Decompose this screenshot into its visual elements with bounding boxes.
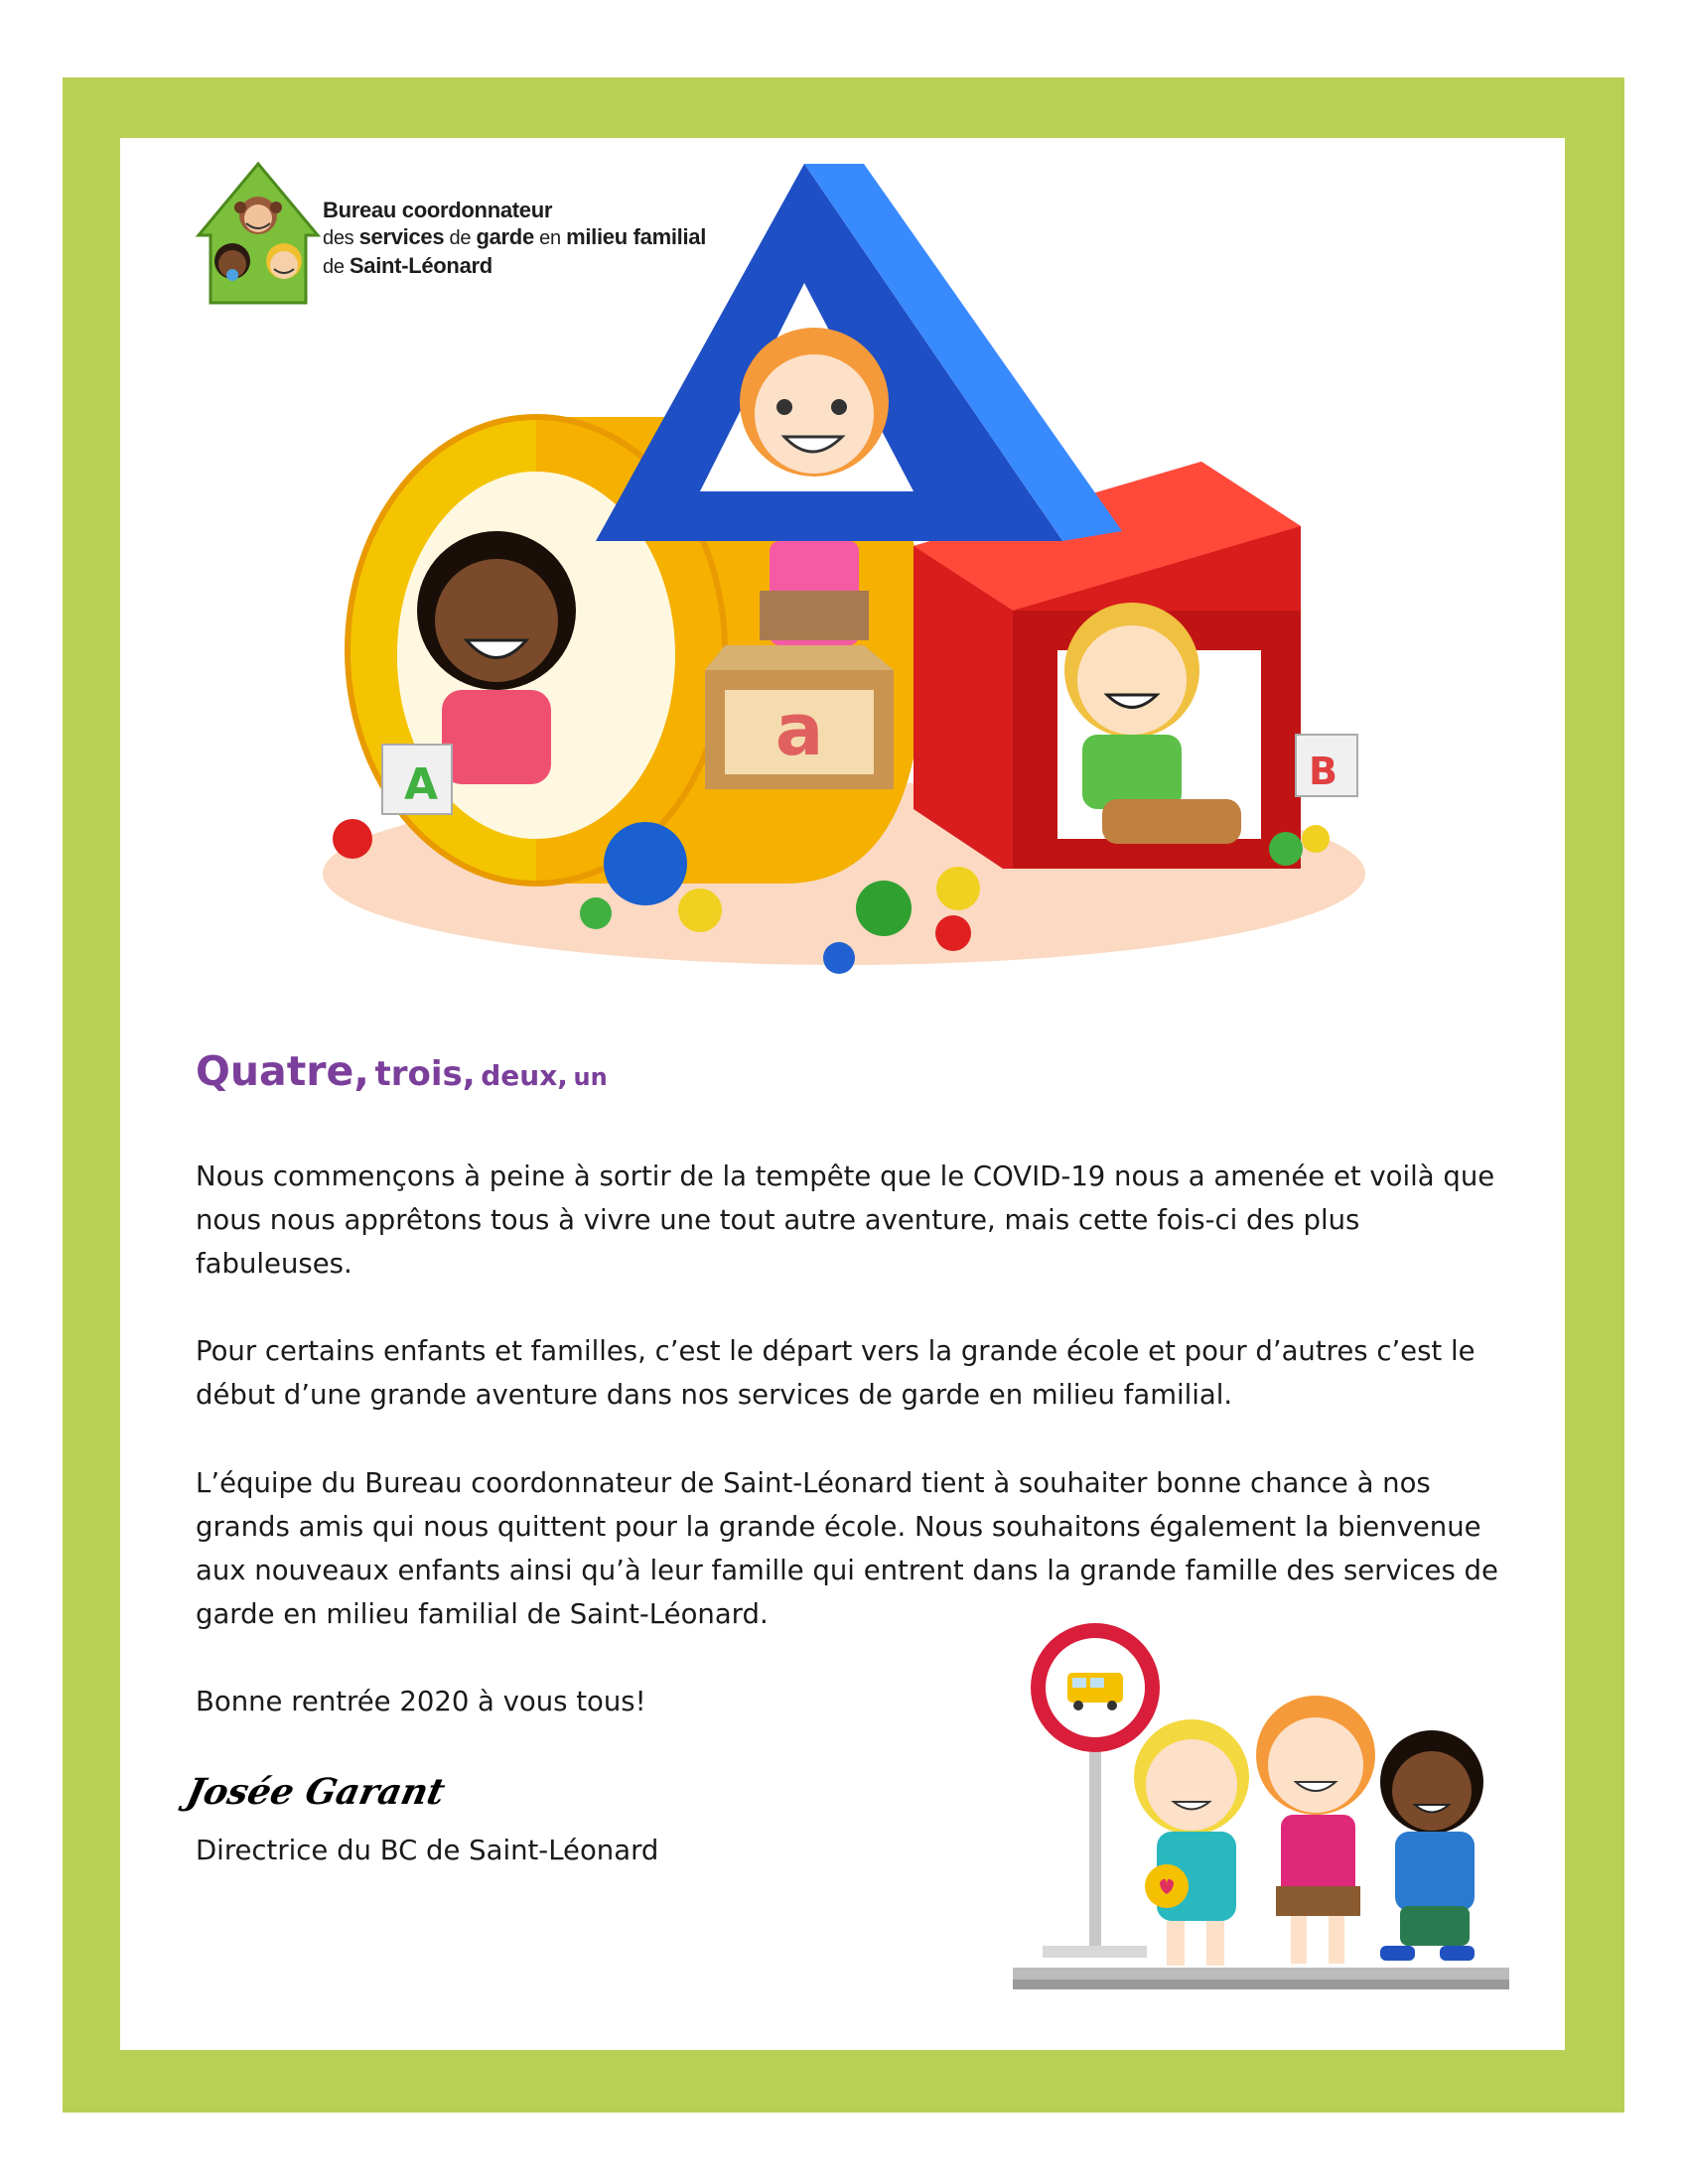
handwritten-signature xyxy=(183,1762,449,1822)
paragraph-line: grands amis qui nous quittent pour la grande école. Nous souhaitons également la bienvenue xyxy=(196,1511,1481,1543)
paragraph-line: début d’une grande aventure dans nos services de garde en milieu familial. xyxy=(196,1379,1233,1411)
closing-line: Bonne rentrée 2020 à vous tous! xyxy=(196,1686,646,1717)
signature-josee-garant: Josée Garant xyxy=(183,1770,449,1813)
paragraph-line: nous nous apprêtons tous à vivre une tout autre aventure, mais cette fois-ci des plus xyxy=(196,1204,1360,1236)
logo-line-1: Bureau coordonnateur xyxy=(323,198,553,222)
letter-heading: Quatre, trois, deux, un xyxy=(196,1047,608,1095)
svg-text:a: a xyxy=(774,688,824,771)
children-playing-with-shape-blocks-illustration xyxy=(308,154,1400,988)
paragraph-line: L’équipe du Bureau coordonnateur de Saint-Léonard tient à souhaiter bonne chance à nos xyxy=(196,1467,1431,1499)
paragraph-line: Nous commençons à peine à sortir de la tempête que le COVID-19 nous a amenée et voilà que xyxy=(196,1160,1495,1192)
signatory-title: Directrice du BC de Saint-Léonard xyxy=(196,1835,659,1866)
children-at-school-bus-stop-illustration xyxy=(1003,1618,1519,2005)
paragraph-line: fabuleuses. xyxy=(196,1248,352,1280)
svg-text:A: A xyxy=(404,759,439,810)
paragraph-line: aux nouveaux enfants ainsi qu’à leur famille qui entrent dans la grande famille des services de xyxy=(196,1555,1498,1586)
svg-text:B: B xyxy=(1309,750,1337,793)
paragraph-3 xyxy=(196,1461,1498,1636)
logo-line-2: des services de garde en milieu familial xyxy=(323,224,707,249)
paragraph-line: Pour certains enfants et familles, c’est le départ vers la grande école et pour d’autres c’est le xyxy=(196,1335,1476,1367)
logo-line-3: de Saint-Léonard xyxy=(323,253,492,278)
paragraph-line: garde en milieu familial de Saint-Léonard. xyxy=(196,1598,769,1630)
paragraph-2 xyxy=(196,1329,1486,1417)
paragraph-1 xyxy=(196,1155,1495,1286)
